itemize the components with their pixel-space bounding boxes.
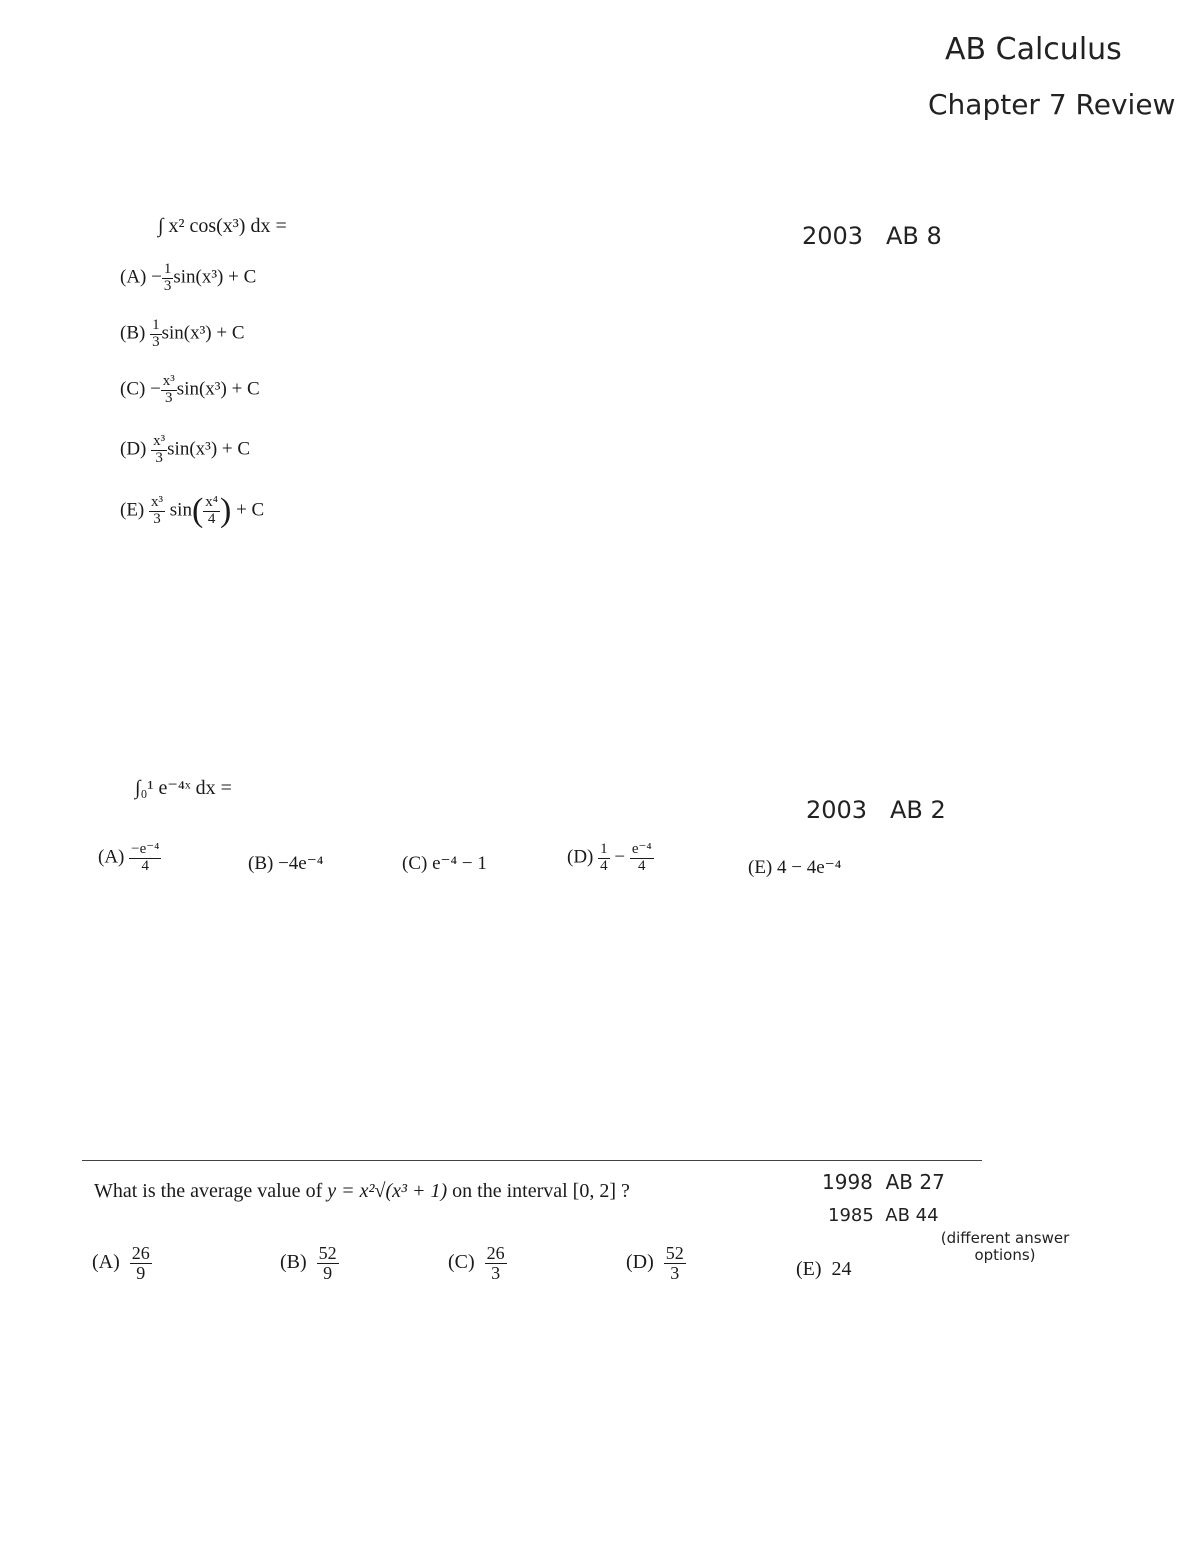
q3-option-c: (C) $\frac{26}{3}$ xyxy=(448,1243,505,1283)
q1-option-c: (C) − $\frac{\text{x³}}{3}$ sin(x³) + C xyxy=(120,373,260,406)
q2-option-c: (C) e⁻⁴ − 1 xyxy=(402,853,487,874)
section-divider xyxy=(82,1160,982,1161)
q3-option-e: (E) 24 xyxy=(796,1258,852,1280)
q1-source: 2003 AB 8 xyxy=(802,222,942,250)
q2-option-b: (B) −4e⁻⁴ xyxy=(248,853,324,874)
q2-source: 2003 AB 2 xyxy=(806,796,946,824)
q3-source-1985: 1985 AB 44 xyxy=(828,1205,939,1226)
q2-prompt: ∫₀¹ e⁻⁴ˣ dx = xyxy=(135,777,232,799)
q1-option-b: (B) $\frac{1}{3}$ sin(x³) + C xyxy=(120,317,245,350)
header-subtitle: Chapter 7 Review xyxy=(928,88,1176,121)
q1-option-d: (D) $\frac{\text{x³}}{3}$ sin(x³) + C xyxy=(120,433,251,466)
q1-option-a: (A) − $\frac{1}{3}$ sin(x³) + C xyxy=(120,261,257,294)
q3-option-a: (A) $\frac{26}{9}$ xyxy=(92,1243,150,1283)
q1-prompt: ∫ x² cos(x³) dx = xyxy=(158,215,287,237)
q3-note: (different answer options) xyxy=(940,1229,1070,1265)
q2-option-a: (A) $\frac{\text{−e⁻⁴}}{4}$ xyxy=(98,841,160,874)
header-title: AB Calculus xyxy=(945,32,1122,67)
q1-option-e: (E) $\frac{\text{x³}}{3}$ sin( $\frac{\text{x⁴}}{4}$ ) + C xyxy=(120,492,265,529)
q3-option-d: (D) $\frac{52}{3}$ xyxy=(626,1243,684,1283)
q3-option-b: (B) $\frac{52}{9}$ xyxy=(280,1243,337,1283)
q3-prompt: What is the average value of y = x²√(x³ + 1) on the interval [0, 2] ? xyxy=(94,1180,630,1202)
q3-source-1998: 1998 AB 27 xyxy=(822,1170,945,1194)
q2-option-d: (D) $\frac{1}{4}$ − $\frac{\text{e⁻⁴}}{4}$ xyxy=(567,841,652,874)
q2-option-e: (E) 4 − 4e⁻⁴ xyxy=(748,857,842,878)
